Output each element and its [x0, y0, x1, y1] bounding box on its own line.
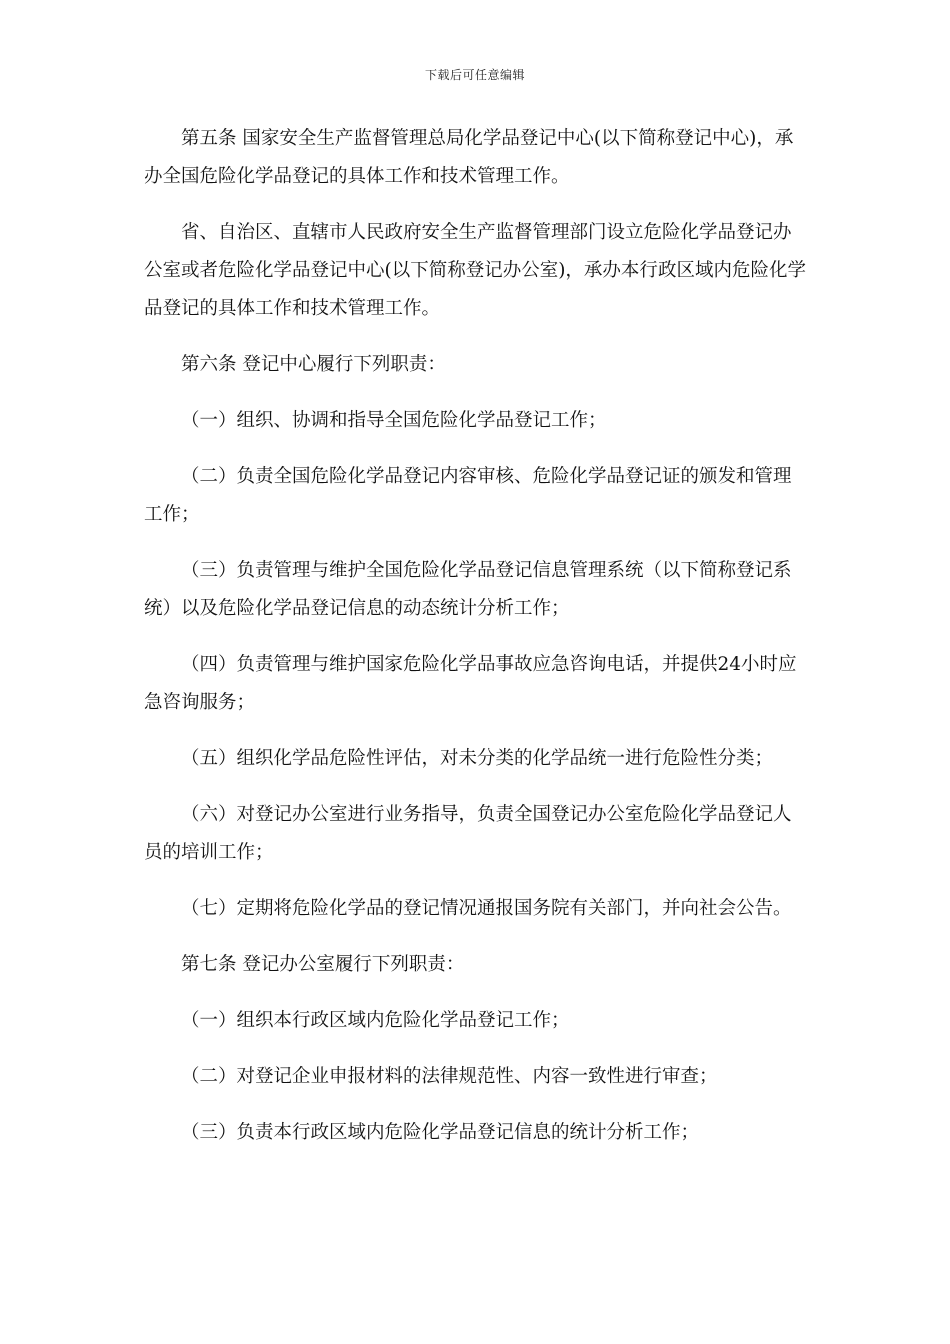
article-5-provincial-paragraph: 省、自治区、直辖市人民政府安全生产监督管理部门设立危险化学品登记办公室或者危险化学品登记中心(以下简称登记办公室)，承办本行政区域内危险化学品登记的具体工作和技术管理工作。	[144, 222, 806, 319]
article-6-item-5: （五）组织化学品危险性评估，对未分类的化学品统一进行危险性分类；	[181, 748, 774, 769]
article-6-item-3: （三）负责管理与维护全国危险化学品登记信息管理系统（以下简称登记系统）以及危险化学品登记信息的动态统计分析工作；	[144, 560, 792, 619]
article-6-item-1: （一）组织、协调和指导全国危险化学品登记工作；	[181, 410, 607, 431]
document-body	[144, 120, 809, 1170]
article-6-item-4: （四）负责管理与维护国家危险化学品事故应急咨询电话，并提供24小时应急咨询服务；	[144, 654, 797, 713]
page-header: 下载后可任意编辑	[424, 68, 525, 82]
article-7-item-2: （二）对登记企业申报材料的法律规范性、内容一致性进行审查；	[181, 1066, 718, 1087]
article-7-item-1: （一）组织本行政区域内危险化学品登记工作；	[181, 1010, 570, 1031]
article-6-item-2: （二）负责全国危险化学品登记内容审核、危险化学品登记证的颁发和管理工作；	[144, 466, 792, 525]
article-6-item-7: （七）定期将危险化学品的登记情况通报国务院有关部门，并向社会公告。	[181, 898, 792, 919]
article-6-item-6: （六）对登记办公室进行业务指导，负责全国登记办公室危险化学品登记人员的培训工作；	[144, 804, 792, 863]
article-5-paragraph: 第五条 国家安全生产监督管理总局化学品登记中心(以下简称登记中心)，承办全国危险化学品登记的具体工作和技术管理工作。	[144, 128, 794, 187]
article-7-heading: 第七条 登记办公室履行下列职责：	[181, 954, 465, 975]
article-7-item-3: （三）负责本行政区域内危险化学品登记信息的统计分析工作；	[181, 1122, 700, 1143]
article-6-heading: 第六条 登记中心履行下列职责：	[181, 354, 446, 375]
